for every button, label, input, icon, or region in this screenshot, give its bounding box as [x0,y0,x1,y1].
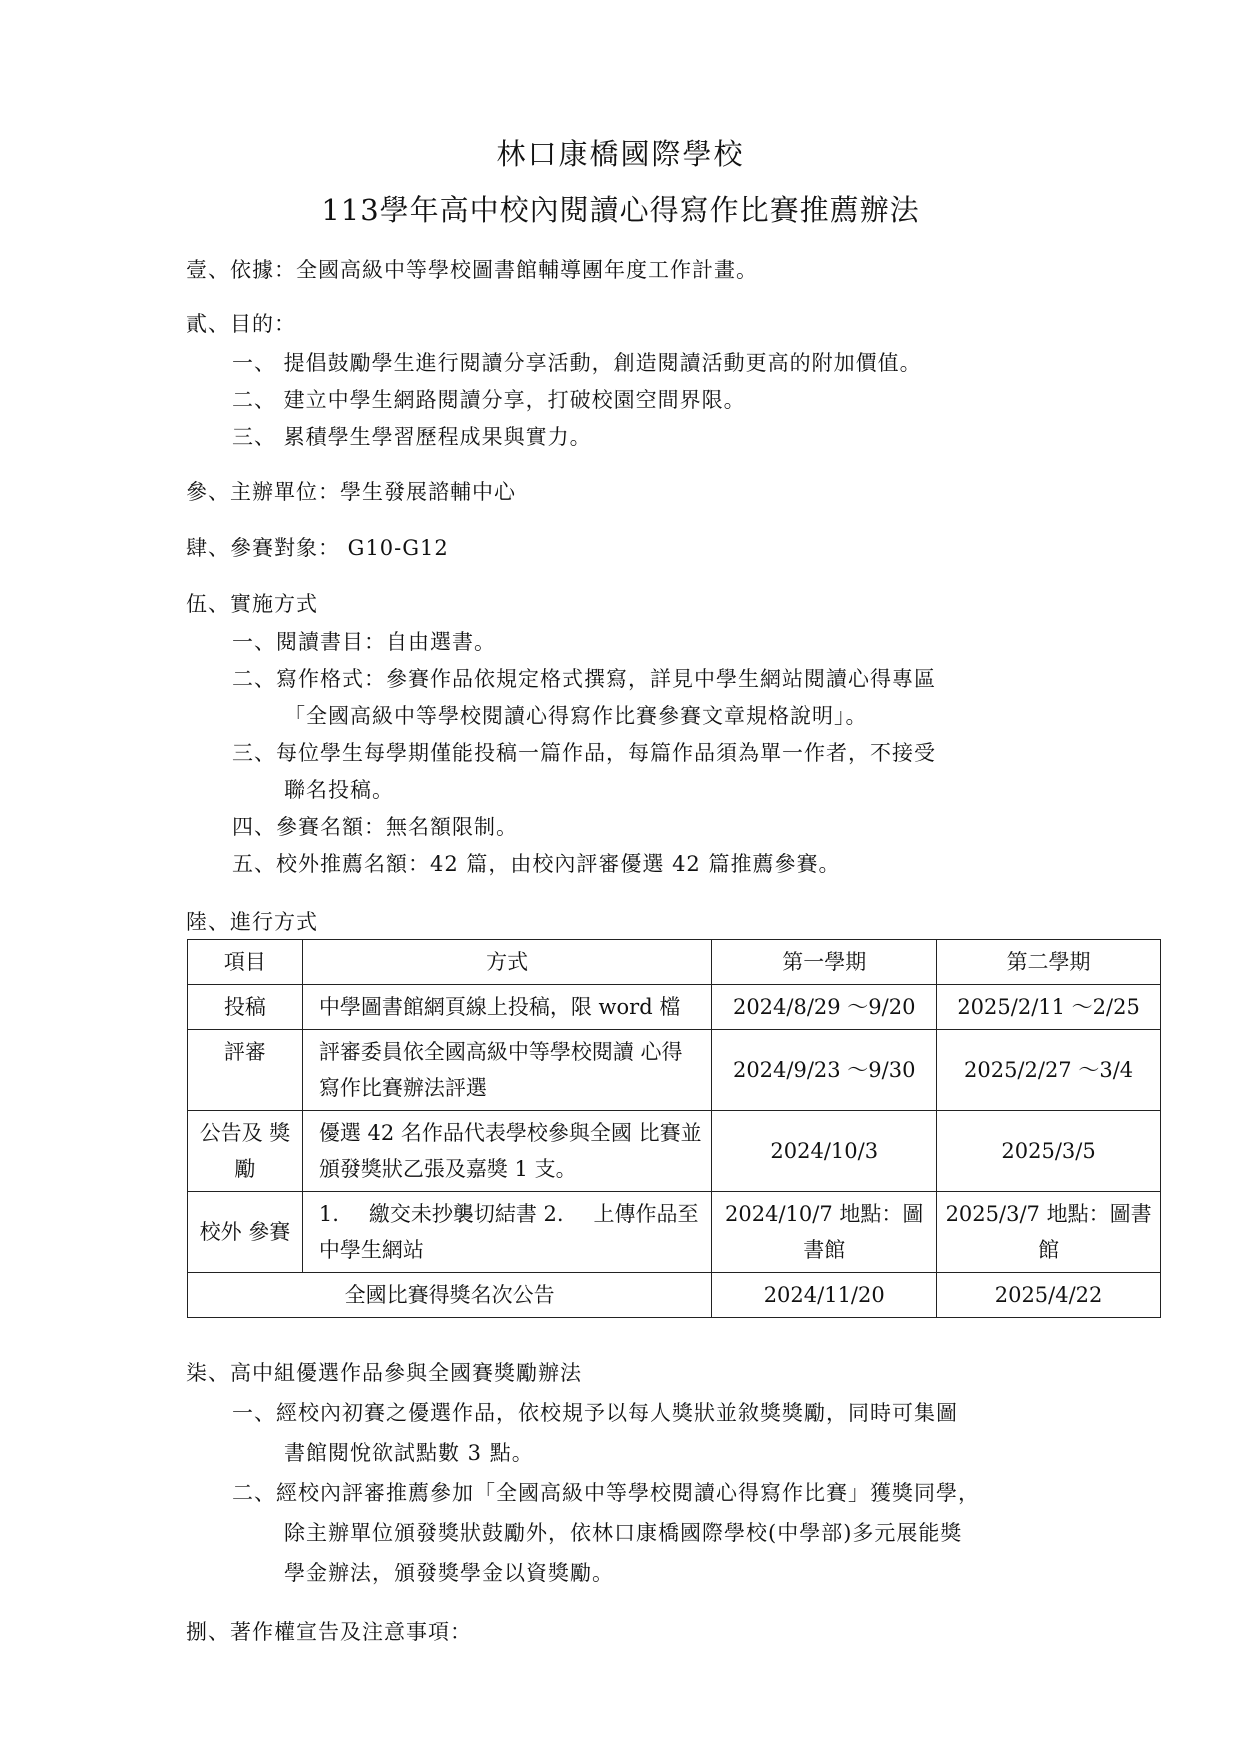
implementation-item: 三、每位學生每學期僅能投稿一篇作品，每篇作品須為單一作者，不接受 [232,741,936,765]
school-title: 林口康橋國際學校 [496,137,745,171]
row-semester-1: 2024/8/29 ～9/20 [712,985,937,1030]
schedule-table [187,939,1161,1318]
section-organizer: 參、主辦單位：學生發展諮輔中心 [186,480,516,504]
table-row [188,985,1161,1030]
row-semester-2: 2025/3/7 地點：圖書館 [937,1192,1161,1273]
section-participants: 肆、參賽對象： G10-G12 [186,536,449,560]
table-row [188,1192,1161,1273]
table-row [188,1111,1161,1192]
document-title: 113學年高中校內閱讀心得寫作比賽推薦辦法 [321,193,920,227]
implementation-item: 五、校外推薦名額：42 篇，由校內評審優選 42 篇推薦參賽。 [232,852,841,876]
table-row [188,1030,1161,1111]
award-item: 二、經校內評審推薦參加「全國高級中等學校閱讀心得寫作比賽」獲獎同學， [232,1481,980,1505]
row-item: 評審 [188,1030,303,1111]
row-semester-1: 2024/9/23 ～9/30 [712,1030,937,1111]
purpose-item: 一、 提倡鼓勵學生進行閱讀分享活動，創造閱讀活動更高的附加價值。 [232,351,922,375]
row-method: 優選 42 名作品代表學校參與全國 比賽並頒發獎狀乙張及嘉獎 1 支。 [302,1111,711,1192]
row-method: 1. 繳交未抄襲切結書 2. 上傳作品至中學生網站 [302,1192,711,1273]
purpose-item: 三、 累積學生學習歷程成果與實力。 [232,425,592,449]
section-procedure-heading: 陸、進行方式 [186,910,318,934]
row-semester-2: 2025/2/11 ～2/25 [937,985,1161,1030]
row-semester-2: 2025/3/5 [937,1111,1161,1192]
header-semester-1: 第一學期 [712,940,937,985]
row-semester-1: 2024/10/7 地點：圖書館 [712,1192,937,1273]
section-award-heading: 柒、高中組優選作品參與全國賽獎勵辦法 [186,1361,582,1385]
award-item-continued: 除主辦單位頒發獎狀鼓勵外，依林口康橋國際學校(中學部)多元展能獎 [284,1521,963,1545]
header-semester-2: 第二學期 [937,940,1161,985]
row-semester-1: 2024/10/3 [712,1111,937,1192]
section-copyright-heading: 捌、著作權宣告及注意事項： [186,1620,472,1644]
award-item-continued: 書館閱悅欲試點數 3 點。 [284,1441,534,1465]
header-item: 項目 [188,940,303,985]
implementation-item: 一、閱讀書目：自由選書。 [232,630,496,654]
section-purpose-heading: 貳、目的： [186,312,296,336]
implementation-item-continued: 聯名投稿。 [284,778,394,802]
row-item: 校外 參賽 [188,1192,303,1273]
award-item-continued: 學金辦法，頒發獎學金以資獎勵。 [284,1561,614,1585]
final-row-label: 全國比賽得獎名次公告 [188,1273,712,1318]
purpose-item: 二、 建立中學生網路閱讀分享，打破校園空間界限。 [232,388,746,412]
final-row-semester-2: 2025/4/22 [937,1273,1161,1318]
row-method: 評審委員依全國高級中等學校閱讀 心得寫作比賽辦法評選 [302,1030,711,1111]
row-method: 中學圖書館網頁線上投稿，限 word 檔 [302,985,711,1030]
section-basis: 壹、依據：全國高級中等學校圖書館輔導團年度工作計畫。 [186,258,758,282]
table-header-row [188,940,1161,985]
row-semester-2: 2025/2/27 ～3/4 [937,1030,1161,1111]
table-final-row [188,1273,1161,1318]
final-row-semester-1: 2024/11/20 [712,1273,937,1318]
header-method: 方式 [302,940,711,985]
section-implementation-heading: 伍、實施方式 [186,592,318,616]
row-item: 投稿 [188,985,303,1030]
row-item: 公告及 獎勵 [188,1111,303,1192]
implementation-item-continued: 「全國高級中等學校閱讀心得寫作比賽參賽文章規格說明」。 [284,704,868,728]
implementation-item: 二、寫作格式：參賽作品依規定格式撰寫，詳見中學生網站閱讀心得專區 [232,667,936,691]
implementation-item: 四、參賽名額：無名額限制。 [232,815,518,839]
award-item: 一、經校內初賽之優選作品，依校規予以每人獎狀並敘獎獎勵，同時可集圖 [232,1401,958,1425]
